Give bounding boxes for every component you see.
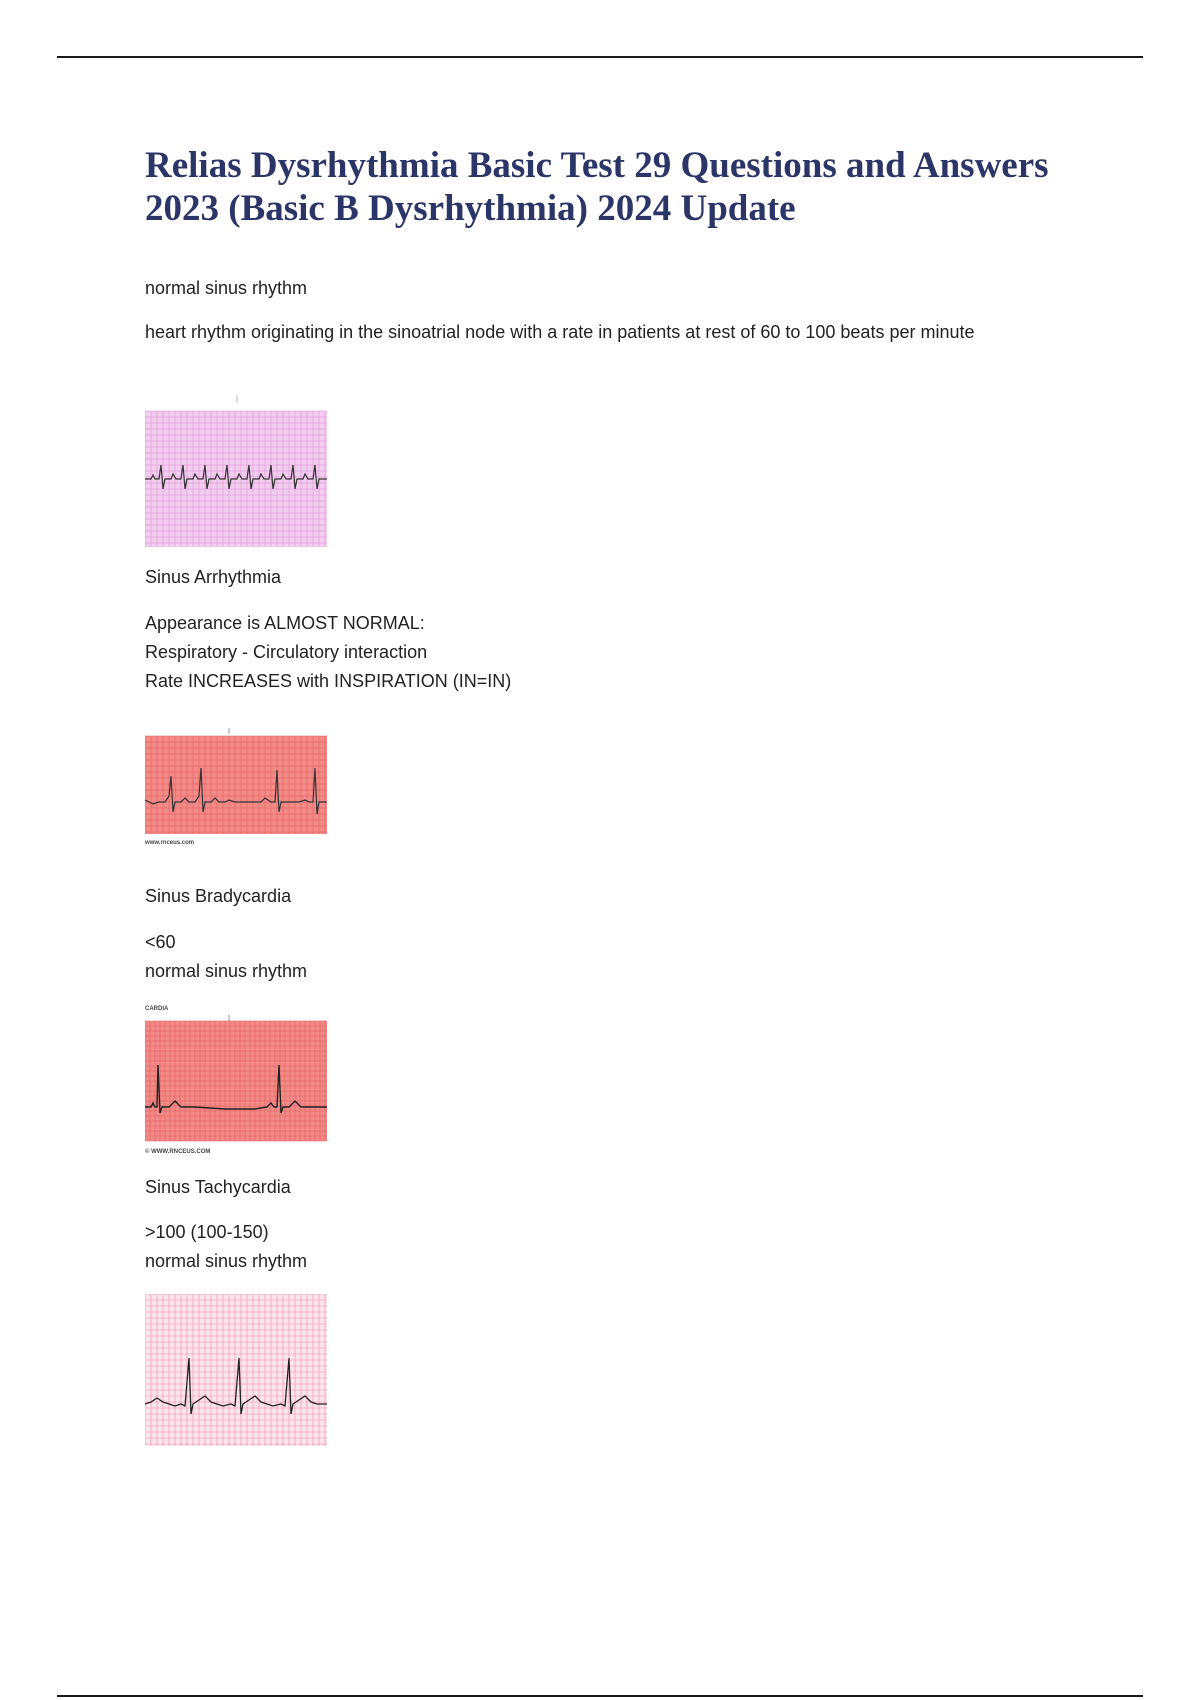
strip-top-label: CARDIA xyxy=(145,1006,169,1012)
card-definition-line: Appearance is ALMOST NORMAL: xyxy=(145,613,425,633)
card-term-normal-sinus-rhythm: normal sinus rhythm xyxy=(145,278,308,298)
card-term-sinus-arrhythmia: Sinus Arrhythmia xyxy=(145,567,282,587)
card-definition-line: <60 xyxy=(145,932,176,952)
card-definition: heart rhythm originating in the sinoatrial node with a rate in patients at rest of 60 to 100 beats per minute xyxy=(145,322,975,342)
card-term-sinus-bradycardia: Sinus Bradycardia xyxy=(145,886,292,906)
ecg-sinus-bradycardia-strip xyxy=(145,1003,327,1155)
ecg-normal-sinus-strip xyxy=(145,395,327,548)
footer-rule xyxy=(57,1695,1143,1697)
card-term-sinus-tachycardia: Sinus Tachycardia xyxy=(145,1177,291,1197)
card-definition-line: Respiratory - Circulatory interaction xyxy=(145,642,428,662)
card-definition-line: Rate INCREASES with INSPIRATION (IN=IN) xyxy=(145,671,512,691)
document-title: Relias Dysrhythmia Basic Test 29 Questions and Answers 2023 (Basic B Dysrhythmia) 2024 Update xyxy=(145,145,1049,229)
ecg-sinus-arrhythmia-strip xyxy=(145,728,327,846)
strip-caption: www.rnceus.com xyxy=(145,840,195,846)
card-definition-line: normal sinus rhythm xyxy=(145,961,308,981)
card-definition-line: >100 (100-150) xyxy=(145,1222,269,1242)
strip-caption: © WWW.RNCEUS.COM xyxy=(145,1149,211,1155)
card-definition-line: normal sinus rhythm xyxy=(145,1251,308,1271)
header-rule xyxy=(57,56,1143,58)
ecg-sinus-tachycardia-strip xyxy=(145,1294,327,1446)
